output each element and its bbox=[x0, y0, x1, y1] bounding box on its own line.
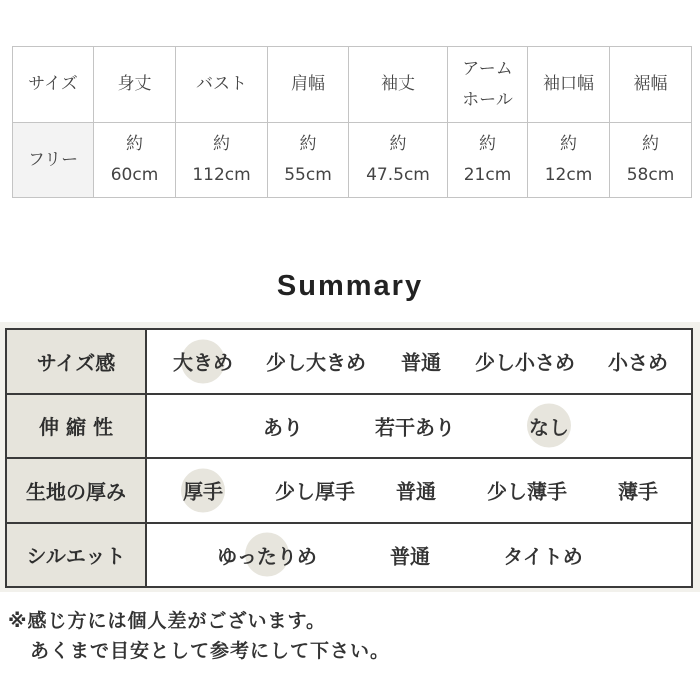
option-silhouette-0 bbox=[217, 540, 317, 569]
approx-label: 約 bbox=[479, 134, 496, 154]
option-label: 若干あり bbox=[375, 415, 455, 440]
note-line-2: あくまで目安として参考にして下さい。 bbox=[30, 640, 391, 662]
approx-label: 約 bbox=[389, 134, 407, 154]
measurement-value: 112cm bbox=[192, 165, 251, 185]
option-label: タイトめ bbox=[503, 544, 583, 569]
measurement-value: 12cm bbox=[544, 165, 593, 185]
measurement-value: 47.5cm bbox=[366, 165, 430, 185]
option-label: 普通 bbox=[396, 479, 436, 504]
column-header-cuff: 袖口幅 bbox=[528, 47, 610, 123]
column-header-length: 身丈 bbox=[94, 47, 176, 123]
option-label: あり bbox=[263, 415, 303, 440]
option-stretch-1 bbox=[375, 411, 455, 440]
options-size-feel bbox=[146, 329, 692, 394]
column-header-bust: バスト bbox=[176, 47, 268, 123]
column-header-hem: 裾幅 bbox=[610, 47, 692, 123]
summary-panel bbox=[0, 322, 700, 592]
option-stretch-2 bbox=[529, 411, 569, 440]
options-silhouette bbox=[146, 523, 692, 588]
option-label: 少し薄手 bbox=[487, 479, 567, 504]
option-label: 普通 bbox=[401, 350, 441, 375]
note-line-1: ※感じ方には個人差がございます。 bbox=[8, 610, 326, 632]
option-size-feel-3 bbox=[475, 347, 575, 376]
options-stretch bbox=[146, 394, 692, 459]
option-label: ゆったりめ bbox=[217, 544, 317, 569]
row-label-thickness: 生地の厚み bbox=[6, 458, 146, 523]
measurement-value: 21cm bbox=[463, 165, 512, 185]
option-size-feel-2 bbox=[401, 347, 441, 376]
option-label: 薄手 bbox=[618, 479, 658, 504]
value-cell-bust bbox=[176, 123, 268, 198]
options-thickness bbox=[146, 458, 692, 523]
measurement-value: 58cm bbox=[626, 165, 675, 185]
summary-row-silhouette bbox=[6, 523, 692, 588]
option-size-feel-4 bbox=[608, 347, 668, 376]
value-cell-cuff bbox=[528, 123, 610, 198]
value-cell-hem bbox=[610, 123, 692, 198]
option-label: なし bbox=[529, 415, 569, 440]
column-header-sleeve: 袖丈 bbox=[349, 47, 448, 123]
measurement-value: 60cm bbox=[110, 165, 159, 185]
approx-label: 約 bbox=[642, 134, 659, 154]
measurement-value: 55cm bbox=[284, 165, 332, 185]
option-thickness-4 bbox=[618, 476, 658, 505]
armhole-line-2: ホール bbox=[462, 89, 513, 110]
option-label: 小さめ bbox=[608, 350, 668, 375]
summary-table bbox=[5, 328, 693, 588]
option-label: 少し小さめ bbox=[475, 350, 575, 375]
option-thickness-3 bbox=[487, 476, 567, 505]
approx-label: 約 bbox=[299, 134, 317, 154]
value-cell-shoulder bbox=[268, 123, 349, 198]
row-label-stretch: 伸 縮 性 bbox=[6, 394, 146, 459]
size-row-label: フリー bbox=[13, 123, 94, 198]
option-size-feel-0 bbox=[173, 347, 233, 376]
approx-label: 約 bbox=[213, 134, 230, 154]
option-label: 大きめ bbox=[173, 350, 233, 375]
approx-label: 約 bbox=[560, 134, 577, 154]
size-header-row bbox=[13, 47, 692, 123]
option-label: 厚手 bbox=[183, 479, 223, 504]
option-thickness-2 bbox=[396, 476, 436, 505]
option-size-feel-1 bbox=[266, 347, 366, 376]
size-table bbox=[12, 46, 692, 198]
column-header-shoulder: 肩幅 bbox=[268, 47, 349, 123]
option-label: 少し大きめ bbox=[266, 350, 366, 375]
column-header-armhole bbox=[448, 47, 528, 123]
row-label-silhouette: シルエット bbox=[6, 523, 146, 588]
summary-row-size-feel bbox=[6, 329, 692, 394]
size-corner-cell: サイズ bbox=[13, 47, 94, 123]
option-label: 普通 bbox=[390, 544, 430, 569]
disclaimer-note bbox=[8, 606, 390, 666]
option-silhouette-1 bbox=[390, 540, 430, 569]
option-thickness-1 bbox=[275, 476, 355, 505]
size-value-row bbox=[13, 123, 692, 198]
summary-row-thickness bbox=[6, 458, 692, 523]
option-label: 少し厚手 bbox=[275, 479, 355, 504]
summary-row-stretch bbox=[6, 394, 692, 459]
option-thickness-0 bbox=[183, 476, 223, 505]
option-stretch-0 bbox=[263, 411, 303, 440]
value-cell-armhole bbox=[448, 123, 528, 198]
armhole-line-1: アーム bbox=[462, 58, 513, 79]
row-label-size-feel: サイズ感 bbox=[6, 329, 146, 394]
value-cell-sleeve bbox=[349, 123, 448, 198]
summary-title: Summary bbox=[276, 270, 424, 302]
approx-label: 約 bbox=[126, 134, 143, 154]
option-silhouette-2 bbox=[503, 540, 583, 569]
value-cell-length bbox=[94, 123, 176, 198]
